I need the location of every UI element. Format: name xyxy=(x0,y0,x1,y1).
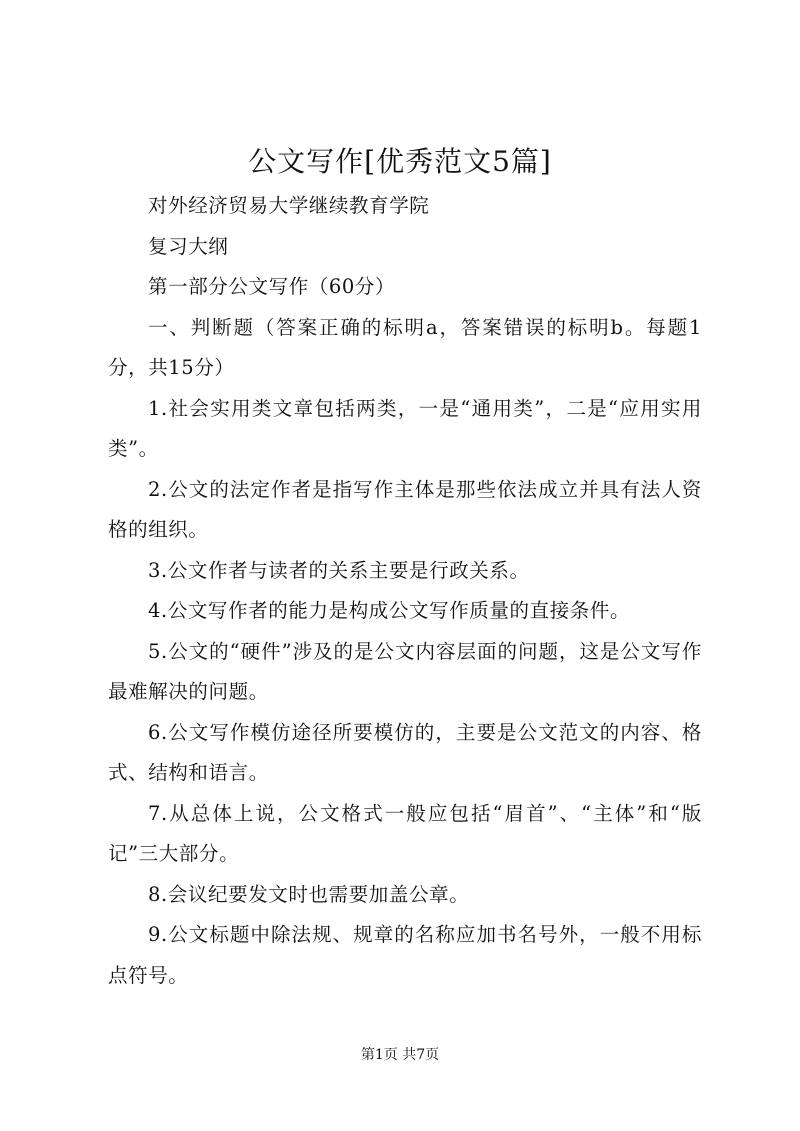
paragraph-item-6: 6.公文写作模仿途径所要模仿的，主要是公文范文的内容、格式、结构和语言。 xyxy=(108,720,702,784)
paragraph-item-5: 5.公文的“硬件”涉及的是公文内容层面的问题，这是公文写作最难解决的问题。 xyxy=(108,639,702,703)
document-body xyxy=(108,186,702,996)
page-number-footer: 第1页 共7页 xyxy=(360,1047,440,1063)
paragraph-item-4: 4.公文写作者的能力是构成公文写作质量的直接条件。 xyxy=(148,599,631,622)
paragraph-item-3: 3.公文作者与读者的关系主要是行政关系。 xyxy=(148,558,530,582)
paragraph-section-heading: 一、判断题（答案正确的标明a，答案错误的标明b。每题1分，共15分） xyxy=(108,315,702,379)
paragraph-item-8: 8.会议纪要发文时也需要加盖公章。 xyxy=(148,882,470,906)
paragraph-part-one: 第一部分公文写作（60分） xyxy=(148,275,396,298)
paragraph-item-1: 1.社会实用类文章包括两类，一是“通用类”，二是“应用实用类”。 xyxy=(108,396,702,460)
paragraph-institution: 对外经济贸易大学继续教育学院 xyxy=(148,194,430,217)
paragraph-item-2: 2.公文的法定作者是指写作主体是那些依法成立并具有法人资格的组织。 xyxy=(108,477,702,541)
paragraph-outline: 复习大纲 xyxy=(148,234,229,258)
paragraph-item-7: 7.从总体上说，公文格式一般应包括“眉首”、“主体”和“版记”三大部分。 xyxy=(108,801,702,865)
document-title: 公文写作[优秀范文5篇] xyxy=(248,145,552,178)
paragraph-item-9: 9.公文标题中除法规、规章的名称应加书名号外，一般不用标点符号。 xyxy=(108,923,702,987)
